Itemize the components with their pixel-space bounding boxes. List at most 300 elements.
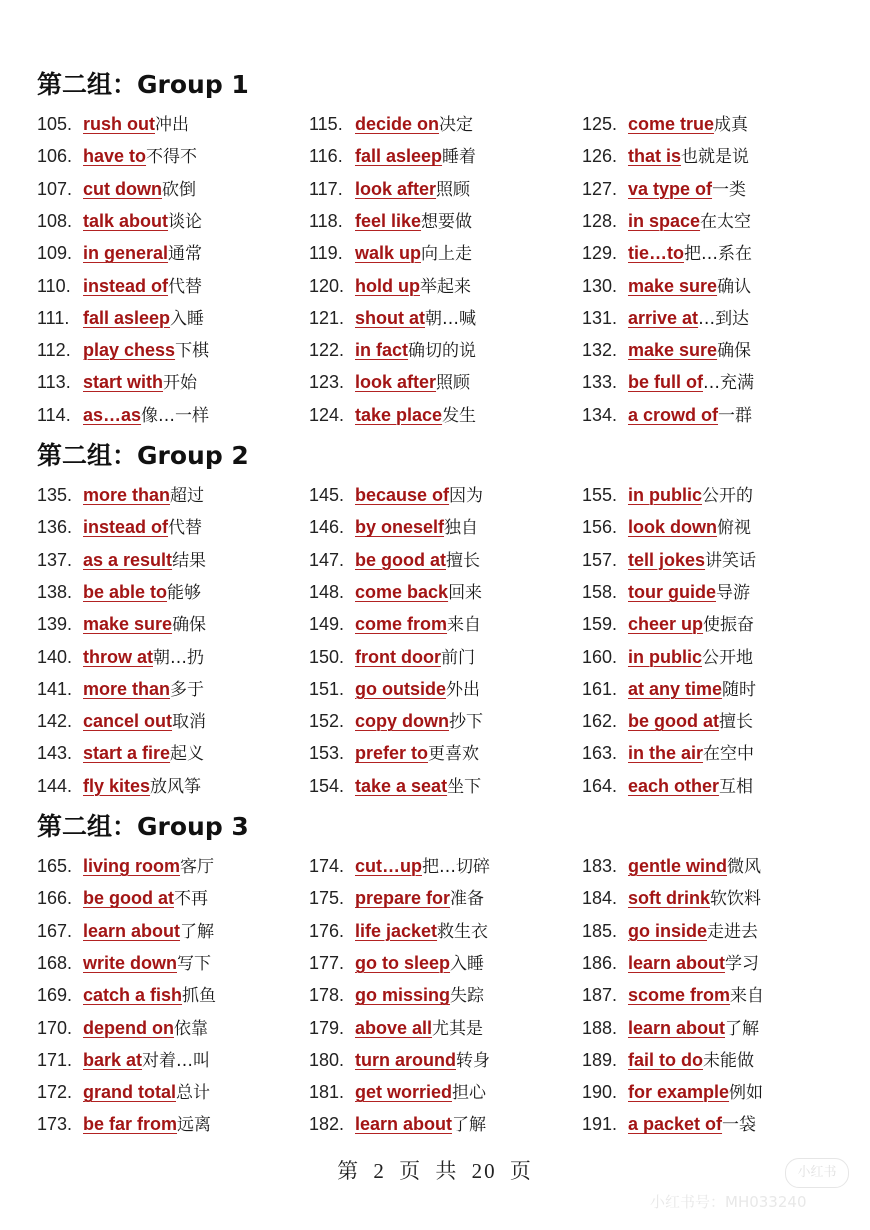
chinese-meaning: 写下 (177, 953, 211, 974)
phrase-entry (37, 239, 202, 267)
entry-number: 143. (37, 743, 73, 764)
phrase-entry (37, 578, 201, 606)
chinese-meaning: 前门 (440, 647, 475, 668)
phrase-entry (37, 368, 197, 396)
english-phrase: learn about (628, 1017, 726, 1038)
chinese-meaning: 公开地 (702, 647, 753, 668)
phrase-entry (582, 643, 753, 671)
phrase-entry (582, 304, 749, 332)
entry-number: 118. (309, 210, 343, 231)
entry-number: 106. (37, 146, 73, 167)
phrase-entry (309, 578, 482, 606)
chinese-meaning: 客厅 (180, 857, 215, 877)
english-phrase: in the air (628, 743, 704, 764)
entry-number: 181. (309, 1082, 345, 1103)
english-phrase: a packet of (628, 1114, 723, 1135)
chinese-meaning: 例如 (729, 1083, 764, 1104)
chinese-meaning: 能够 (167, 582, 202, 603)
chinese-meaning: 一群 (718, 405, 753, 426)
phrase-entry (309, 513, 478, 541)
entry-number: 146. (309, 517, 345, 538)
entry-number: 139. (37, 614, 73, 635)
phrase-entry (309, 368, 470, 396)
entry-number: 149. (309, 614, 345, 635)
english-phrase: cut…up (355, 856, 422, 876)
english-phrase: come from (355, 614, 448, 635)
phrase-entry (309, 739, 479, 767)
phrase-entry (309, 1078, 486, 1106)
english-phrase: bark at (83, 1049, 143, 1070)
entry-number: 151. (309, 678, 345, 699)
english-phrase: that is (628, 146, 682, 167)
phrase-entry (309, 304, 476, 332)
phrase-entry (37, 675, 204, 703)
phrase-entry (582, 207, 751, 235)
entry-number: 141. (37, 678, 73, 699)
english-phrase: va type of (628, 178, 713, 199)
chinese-meaning: 不得不 (146, 147, 198, 168)
phrase-entry (37, 884, 208, 912)
phrase-entry (582, 401, 752, 429)
english-phrase: prefer to (355, 743, 429, 764)
entry-number: 136. (37, 517, 73, 538)
phrase-entry (309, 142, 476, 170)
english-phrase: a crowd of (628, 404, 719, 425)
entry-number: 157. (582, 549, 618, 570)
english-phrase: start a fire (83, 743, 171, 764)
entry-number: 166. (37, 888, 73, 909)
english-phrase: be good at (355, 549, 446, 570)
phrase-entry (309, 917, 488, 945)
english-phrase: hold up (355, 275, 420, 296)
entry-number: 152. (309, 711, 345, 732)
entry-number: 185. (582, 920, 618, 941)
chinese-meaning: …到达 (698, 308, 750, 329)
english-phrase: in public (628, 485, 702, 505)
phrase-entry (309, 852, 490, 880)
entry-number: 137. (37, 549, 73, 570)
chinese-meaning: 代替 (168, 518, 203, 539)
phrase-entry (309, 239, 472, 267)
entry-number: 117. (309, 178, 343, 199)
entry-number: 170. (37, 1017, 73, 1038)
english-phrase: prepare for (355, 888, 451, 909)
entry-number: 125. (582, 114, 618, 134)
entry-number: 169. (37, 985, 73, 1006)
english-phrase: living room (83, 856, 181, 876)
chinese-meaning: 入睡 (170, 308, 205, 329)
chinese-meaning: 多于 (170, 679, 205, 700)
phrase-entry (582, 1046, 754, 1074)
english-phrase: as…as (83, 404, 142, 425)
chinese-meaning: 通常 (168, 244, 203, 265)
entry-number: 176. (309, 920, 345, 941)
english-phrase: more than (83, 678, 171, 699)
phrase-entry (37, 852, 214, 880)
entry-number: 172. (37, 1082, 73, 1103)
chinese-meaning: 擅长 (446, 550, 480, 571)
entry-number: 177. (309, 952, 345, 973)
phrase-entry (582, 610, 754, 638)
entry-number: 116. (309, 146, 343, 167)
phrase-entry (309, 207, 472, 235)
entry-number: 111. (37, 307, 70, 328)
entry-number: 107. (37, 178, 73, 199)
phrase-entry (37, 175, 196, 203)
phrase-entry (582, 772, 753, 800)
english-phrase: come true (628, 114, 715, 134)
chinese-meaning: 确认 (717, 276, 752, 297)
chinese-meaning: 了解 (452, 1115, 487, 1136)
entry-number: 122. (309, 340, 345, 361)
english-phrase: talk about (83, 210, 169, 231)
chinese-meaning: 想要做 (421, 211, 473, 232)
entry-number: 121. (309, 307, 345, 328)
phrase-entry (37, 610, 206, 638)
chinese-meaning: 取消 (172, 712, 207, 733)
chinese-meaning: 独自 (444, 518, 479, 539)
english-phrase: life jacket (355, 920, 438, 941)
chinese-meaning: 互相 (719, 776, 754, 797)
english-phrase: turn around (355, 1049, 456, 1070)
phrase-entry (309, 336, 476, 364)
entry-number: 154. (309, 775, 345, 796)
english-phrase: as a result (83, 549, 173, 570)
phrase-entry (309, 401, 476, 429)
english-phrase: learn about (628, 952, 726, 973)
phrase-entry (582, 675, 756, 703)
phrase-entry (309, 1046, 490, 1074)
phrase-entry (37, 739, 204, 767)
english-phrase: each other (628, 775, 720, 796)
phrase-entry (37, 336, 209, 364)
chinese-meaning: 像…一样 (141, 405, 210, 426)
entry-number: 114. (37, 404, 71, 425)
english-phrase: come back (355, 581, 449, 602)
entry-number: 189. (582, 1049, 618, 1070)
entry-number: 188. (582, 1017, 618, 1038)
phrase-entry (309, 175, 470, 203)
phrase-entry (582, 546, 756, 574)
chinese-meaning: 把…切碎 (422, 857, 490, 877)
phrase-entry (309, 546, 480, 574)
chinese-meaning: 谈论 (168, 211, 203, 232)
chinese-meaning: 放风筝 (150, 776, 202, 797)
phrase-entry (37, 110, 189, 138)
phrase-entry (582, 917, 758, 945)
english-phrase: catch a fish (83, 985, 183, 1006)
chinese-meaning: 起义 (170, 744, 205, 765)
phrase-entry (37, 304, 204, 332)
english-phrase: in general (83, 243, 169, 264)
entry-number: 131. (582, 307, 618, 328)
entry-number: 129. (582, 243, 618, 264)
entry-number: 168. (37, 952, 73, 973)
phrase-entry (309, 884, 484, 912)
chinese-meaning: 回来 (448, 582, 483, 603)
phrase-entry (37, 772, 201, 800)
chinese-meaning: 照顾 (436, 373, 471, 394)
entry-number: 158. (582, 581, 618, 602)
chinese-meaning: 了解 (180, 921, 215, 942)
phrase-entry (309, 643, 475, 671)
entry-number: 187. (582, 985, 618, 1006)
phrase-entry (582, 981, 764, 1009)
english-phrase: grand total (83, 1082, 176, 1103)
group-title: 第二组：Group 1 (37, 70, 249, 99)
english-phrase: tie…to (628, 243, 684, 264)
chinese-meaning: 发生 (442, 405, 477, 426)
entry-number: 178. (309, 985, 345, 1006)
entry-number: 159. (582, 614, 618, 635)
chinese-meaning: 失踪 (450, 986, 485, 1007)
phrase-entry (309, 481, 483, 509)
english-phrase: take place (355, 404, 443, 425)
english-phrase: by oneself (355, 517, 445, 538)
english-phrase: look after (355, 178, 437, 199)
phrase-entry (582, 707, 753, 735)
chinese-meaning: 朝…喊 (425, 308, 476, 329)
entry-number: 105. (37, 114, 73, 134)
entry-number: 155. (582, 485, 618, 505)
chinese-meaning: 坐下 (447, 776, 482, 797)
phrase-entry (582, 578, 750, 606)
entry-number: 133. (582, 372, 618, 393)
chinese-meaning: 担心 (452, 1083, 487, 1104)
english-phrase: cancel out (83, 711, 173, 732)
phrase-entry (582, 852, 761, 880)
chinese-meaning: 决定 (439, 115, 474, 135)
chinese-meaning: 开始 (163, 373, 198, 394)
phrase-entry (37, 401, 209, 429)
english-phrase: cheer up (628, 614, 704, 635)
phrase-entry (37, 481, 204, 509)
phrase-entry (582, 739, 754, 767)
chinese-meaning: 照顾 (436, 179, 471, 200)
english-phrase: above all (355, 1017, 433, 1038)
entry-number: 175. (309, 888, 345, 909)
entry-number: 109. (37, 243, 73, 264)
english-phrase: shout at (355, 307, 425, 328)
entry-number: 134. (582, 404, 618, 425)
english-phrase: feel like (355, 210, 422, 231)
chinese-meaning: 软饮料 (710, 889, 762, 910)
phrase-entry (582, 1110, 756, 1138)
english-phrase: scome from (628, 985, 731, 1006)
phrase-entry (37, 707, 206, 735)
english-phrase: throw at (83, 646, 153, 667)
entry-number: 147. (309, 549, 345, 570)
english-phrase: start with (83, 372, 164, 393)
chinese-meaning: 使振奋 (703, 615, 755, 636)
phrase-entry (309, 110, 473, 138)
chinese-meaning: 在太空 (700, 211, 752, 232)
entry-number: 142. (37, 711, 73, 732)
entry-number: 171. (37, 1049, 73, 1070)
entry-number: 110. (37, 275, 71, 296)
entry-number: 124. (309, 404, 345, 425)
phrase-entry (582, 142, 749, 170)
entry-number: 145. (309, 485, 345, 505)
chinese-meaning: …充满 (703, 373, 754, 394)
entry-number: 130. (582, 275, 618, 296)
english-phrase: cut down (83, 178, 162, 199)
chinese-meaning: 更喜欢 (428, 744, 480, 765)
phrase-entry (37, 207, 202, 235)
chinese-meaning: 远离 (177, 1115, 212, 1136)
entry-number: 161. (582, 678, 618, 699)
english-phrase: be full of (628, 372, 703, 393)
phrase-entry (37, 513, 202, 541)
chinese-meaning: 公开的 (702, 486, 753, 506)
english-phrase: be good at (628, 711, 719, 732)
page-footer: 第 2 页 共 20 页 (337, 1159, 533, 1183)
phrase-entry (37, 981, 216, 1009)
english-phrase: write down (83, 952, 177, 973)
chinese-meaning: 抄下 (449, 712, 483, 733)
phrase-entry (37, 142, 197, 170)
entry-number: 183. (582, 856, 618, 876)
chinese-meaning: 总计 (176, 1083, 210, 1104)
english-phrase: decide on (355, 114, 440, 134)
phrase-entry (309, 949, 484, 977)
entry-number: 148. (309, 581, 345, 602)
english-phrase: more than (83, 485, 171, 505)
entry-number: 112. (37, 340, 71, 361)
chinese-meaning: 下棋 (175, 341, 210, 362)
chinese-meaning: 了解 (725, 1018, 760, 1039)
chinese-meaning: 对着…叫 (142, 1050, 211, 1071)
phrase-entry (37, 272, 202, 300)
phrase-entry (582, 949, 759, 977)
english-phrase: go outside (355, 678, 446, 699)
english-phrase: in fact (355, 340, 409, 361)
english-phrase: because of (355, 485, 450, 505)
chinese-meaning: 一类 (712, 179, 747, 200)
chinese-meaning: 尤其是 (432, 1018, 484, 1039)
entry-number: 127. (582, 178, 618, 199)
english-phrase: in space (628, 210, 701, 231)
phrase-entry (309, 981, 484, 1009)
entry-number: 132. (582, 340, 618, 361)
chinese-meaning: 转身 (456, 1050, 490, 1071)
phrase-entry (37, 917, 214, 945)
chinese-meaning: 结果 (172, 550, 207, 571)
entry-number: 135. (37, 485, 73, 505)
english-phrase: go to sleep (355, 952, 451, 973)
chinese-meaning: 睡着 (442, 147, 477, 168)
chinese-meaning: 因为 (449, 486, 484, 506)
phrase-entry (582, 481, 753, 509)
entry-number: 174. (309, 856, 345, 876)
english-phrase: at any time (628, 678, 723, 699)
english-phrase: walk up (355, 243, 422, 264)
entry-number: 119. (309, 243, 343, 264)
english-phrase: make sure (83, 614, 173, 635)
english-phrase: copy down (355, 711, 449, 732)
chinese-meaning: 入睡 (450, 953, 485, 974)
entry-number: 164. (582, 775, 618, 796)
english-phrase: be good at (83, 888, 174, 909)
chinese-meaning: 确保 (172, 615, 207, 636)
phrase-entry (309, 707, 483, 735)
chinese-meaning: 抓鱼 (182, 986, 217, 1007)
chinese-meaning: 朝…扔 (153, 647, 204, 668)
chinese-meaning: 确切的说 (408, 341, 477, 362)
entry-number: 179. (309, 1017, 345, 1038)
phrase-entry (582, 513, 751, 541)
chinese-meaning: 微风 (727, 857, 761, 877)
entry-number: 115. (309, 114, 343, 134)
english-phrase: go missing (355, 985, 451, 1006)
english-phrase: front door (355, 646, 441, 667)
entry-number: 153. (309, 743, 345, 764)
chinese-meaning: 走进去 (707, 921, 759, 942)
chinese-meaning: 砍倒 (162, 179, 196, 200)
entry-number: 160. (582, 646, 618, 667)
english-phrase: fly kites (83, 775, 151, 796)
english-phrase: take a seat (355, 775, 448, 796)
chinese-meaning: 不再 (174, 889, 208, 910)
entry-number: 138. (37, 581, 73, 602)
phrase-entry (582, 368, 754, 396)
chinese-meaning: 导游 (716, 582, 750, 603)
phrase-entry (37, 1078, 210, 1106)
english-phrase: learn about (355, 1114, 453, 1135)
entry-number: 165. (37, 856, 73, 876)
group-title: 第二组：Group 3 (37, 812, 249, 841)
phrase-entry (582, 884, 761, 912)
chinese-meaning: 向上走 (421, 244, 473, 265)
chinese-meaning: 未能做 (703, 1050, 754, 1071)
english-phrase: fall asleep (355, 146, 443, 167)
entry-number: 128. (582, 210, 618, 231)
chinese-meaning: 也就是说 (681, 147, 750, 168)
phrase-entry (37, 643, 204, 671)
english-phrase: gentle wind (628, 856, 727, 876)
phrase-entry (582, 1014, 759, 1042)
entry-number: 162. (582, 711, 618, 732)
chinese-meaning: 代替 (168, 276, 203, 297)
phrase-entry (37, 1110, 211, 1138)
english-phrase: go inside (628, 920, 708, 941)
entry-number: 182. (309, 1114, 345, 1135)
english-phrase: in public (628, 646, 702, 667)
english-phrase: have to (83, 146, 147, 167)
entry-number: 184. (582, 888, 618, 909)
watermark-text: 小红书号：MH033240 (650, 1193, 807, 1211)
chinese-meaning: 来自 (730, 986, 765, 1007)
english-phrase: tour guide (628, 581, 716, 602)
english-phrase: arrive at (628, 307, 699, 328)
entry-number: 108. (37, 210, 73, 231)
entry-number: 190. (582, 1082, 618, 1103)
phrase-entry (582, 1078, 763, 1106)
phrase-entry (309, 610, 481, 638)
phrase-entry (37, 1014, 208, 1042)
entry-number: 140. (37, 646, 73, 667)
english-phrase: look down (628, 517, 717, 538)
english-phrase: fall asleep (83, 307, 171, 328)
phrase-entry (582, 110, 748, 138)
phrase-entry (309, 1110, 486, 1138)
english-phrase: be far from (83, 1114, 178, 1135)
entry-number: 186. (582, 952, 618, 973)
chinese-meaning: 在空中 (703, 744, 755, 765)
entry-number: 120. (309, 275, 345, 296)
chinese-meaning: 冲出 (155, 115, 189, 135)
english-phrase: for example (628, 1082, 730, 1103)
